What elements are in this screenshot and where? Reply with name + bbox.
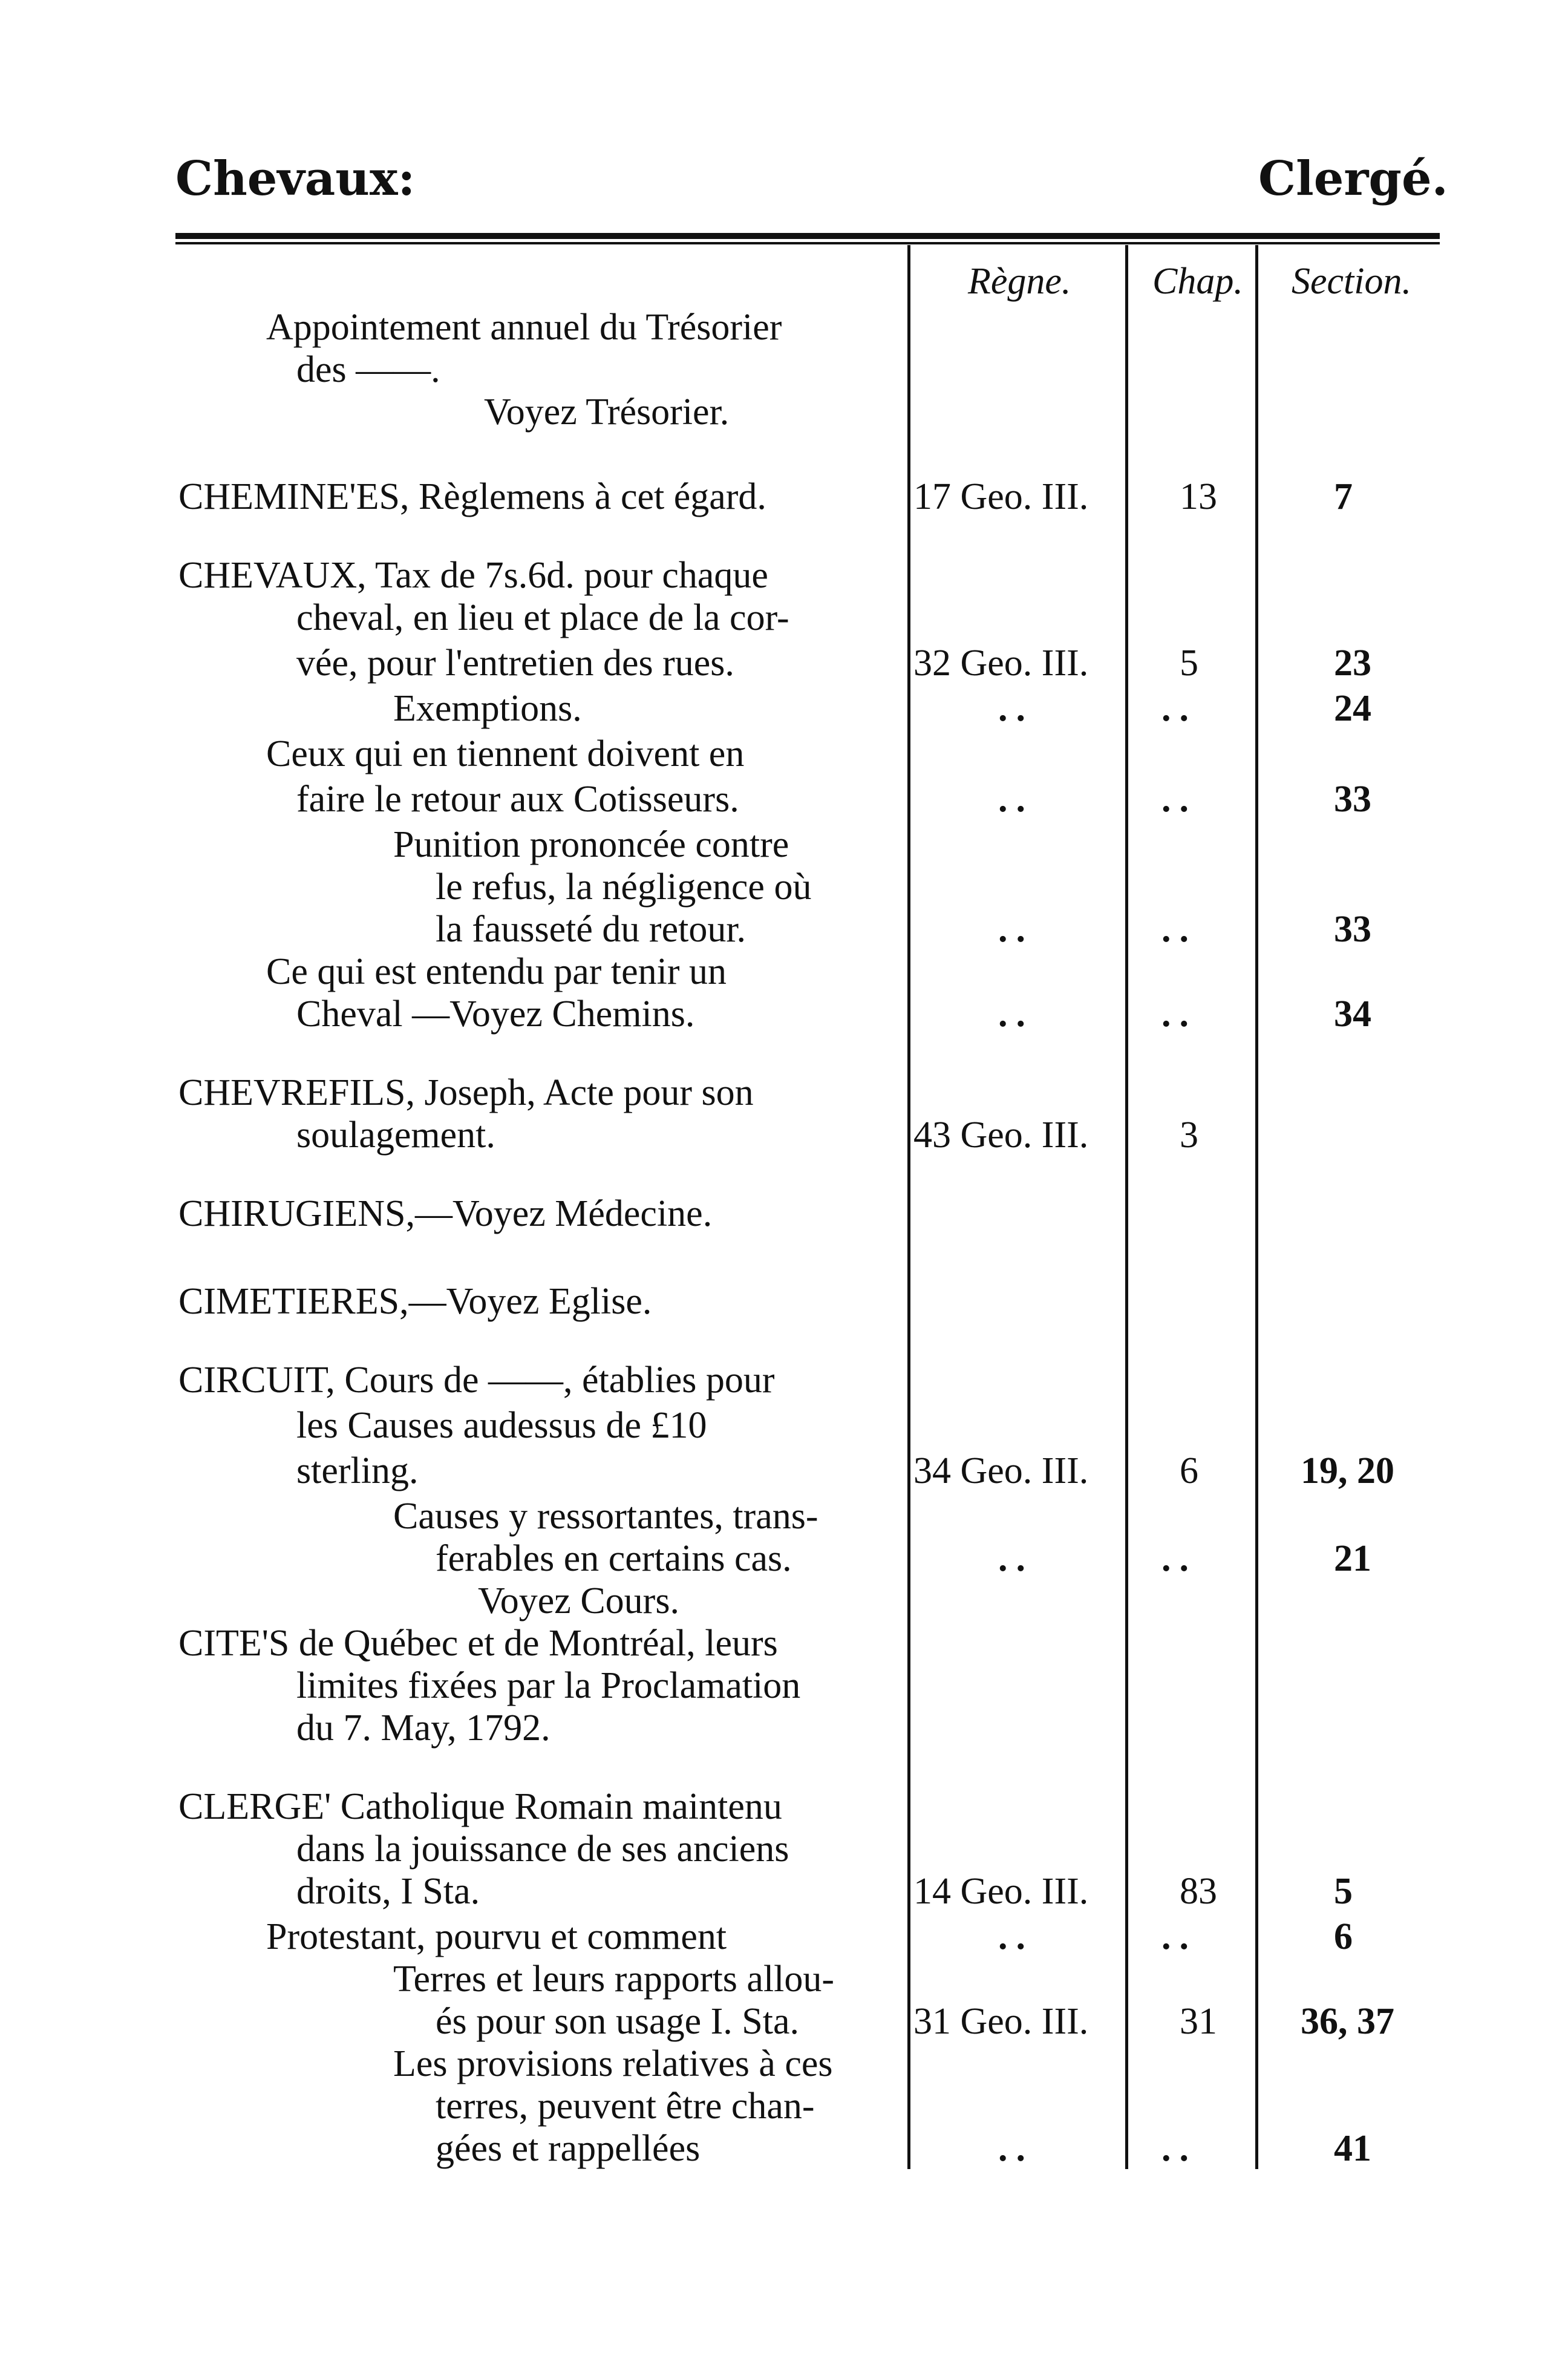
- entry-line: Voyez Cours.: [478, 1580, 679, 1622]
- entry-line: limites fixées par la Proclamation: [296, 1665, 801, 1706]
- entry-line: Causes y ressortantes, trans-: [393, 1496, 818, 1537]
- section-cell: 41: [1334, 2128, 1371, 2169]
- column-header-chap: Chap.: [1152, 261, 1243, 302]
- entry-line: Terres et leurs rapports allou-: [393, 1959, 835, 2000]
- entry-line: faire le retour aux Cotisseurs.: [296, 779, 739, 820]
- column-divider-chap: [1125, 245, 1128, 2169]
- running-head-left: Chevaux:: [175, 151, 416, 206]
- section-cell: 7: [1334, 476, 1353, 517]
- regne-cell: 32 Geo. III.: [913, 643, 1089, 684]
- section-cell: 33: [1334, 909, 1371, 950]
- regne-cell: ..: [998, 688, 1034, 729]
- column-header-regne: Règne.: [968, 261, 1071, 302]
- entry-line: és pour son usage I. Sta.: [436, 2001, 799, 2042]
- entry-line: Les provisions relatives à ces: [393, 2043, 833, 2084]
- chap-cell: ..: [1161, 1916, 1197, 1957]
- section-cell: 21: [1334, 1538, 1371, 1579]
- entry-line: Ceux qui en tiennent doivent en: [266, 733, 745, 774]
- chap-cell: 31: [1180, 2001, 1217, 2042]
- entry-line: CHEVAUX, Tax de 7s.6d. pour chaque: [178, 555, 768, 596]
- entry-line: Protestant, pourvu et comment: [266, 1916, 727, 1957]
- regne-cell: ..: [998, 2128, 1034, 2169]
- regne-cell: ..: [998, 993, 1034, 1035]
- entry-line: sterling.: [296, 1450, 419, 1491]
- chap-cell: 5: [1180, 643, 1198, 684]
- entry-line: cheval, en lieu et place de la cor-: [296, 597, 789, 638]
- column-divider-section: [1255, 245, 1258, 2169]
- header-rule-thin: [175, 242, 1440, 244]
- entry-line: dans la jouissance de ses anciens: [296, 1828, 789, 1870]
- entry-line: gées et rappellées: [436, 2128, 701, 2169]
- regne-cell: 43 Geo. III.: [913, 1114, 1089, 1156]
- section-cell: 6: [1334, 1916, 1353, 1957]
- chap-cell: ..: [1161, 993, 1197, 1035]
- regne-cell: ..: [998, 1916, 1034, 1957]
- column-divider-regne: [907, 245, 910, 2169]
- section-cell: 24: [1334, 688, 1371, 729]
- regne-cell: ..: [998, 779, 1034, 820]
- chap-cell: ..: [1161, 779, 1197, 820]
- regne-cell: 14 Geo. III.: [913, 1871, 1089, 1912]
- chap-cell: ..: [1161, 909, 1197, 950]
- entry-line: terres, peuvent être chan-: [436, 2086, 815, 2127]
- entry-line: CIMETIERES,—Voyez Eglise.: [178, 1281, 652, 1322]
- entry-line: CLERGE' Catholique Romain maintenu: [178, 1786, 782, 1827]
- entry-line: CHEMINE'ES, Règlemens à cet égard.: [178, 476, 766, 517]
- chap-cell: 6: [1180, 1450, 1198, 1491]
- regne-cell: ..: [998, 1538, 1034, 1579]
- header-rule-thick: [175, 233, 1440, 239]
- entry-line: CHEVREFILS, Joseph, Acte pour son: [178, 1072, 754, 1113]
- entry-line: droits, I Sta.: [296, 1871, 480, 1912]
- entry-line: Voyez Trésorier.: [484, 391, 730, 433]
- regne-cell: 31 Geo. III.: [913, 2001, 1089, 2042]
- entry-line: Appointement annuel du Trésorier: [266, 307, 782, 348]
- running-head-right: Clergé.: [1258, 151, 1448, 206]
- column-header-section: Section.: [1292, 261, 1411, 302]
- entry-line: soulagement.: [296, 1114, 495, 1156]
- entry-line: du 7. May, 1792.: [296, 1707, 550, 1749]
- chap-cell: ..: [1161, 1538, 1197, 1579]
- section-cell: 34: [1334, 993, 1371, 1035]
- entry-line: la fausseté du retour.: [436, 909, 746, 950]
- entry-line: le refus, la négligence où: [436, 866, 812, 908]
- entry-line: CHIRUGIENS,—Voyez Médecine.: [178, 1193, 713, 1234]
- entry-line: vée, pour l'entretien des rues.: [296, 643, 734, 684]
- regne-cell: ..: [998, 909, 1034, 950]
- entry-line: les Causes audessus de £10: [296, 1405, 707, 1446]
- section-cell: 33: [1334, 779, 1371, 820]
- section-cell: 36, 37: [1301, 2001, 1394, 2042]
- entry-line: des ——.: [296, 349, 440, 390]
- entry-line: CIRCUIT, Cours de ——, établies pour: [178, 1360, 775, 1401]
- section-cell: 5: [1334, 1871, 1353, 1912]
- chap-cell: 13: [1180, 476, 1217, 517]
- chap-cell: ..: [1161, 2128, 1197, 2169]
- entry-line: CITE'S de Québec et de Montréal, leurs: [178, 1623, 778, 1664]
- regne-cell: 17 Geo. III.: [913, 476, 1089, 517]
- entry-line: Cheval —Voyez Chemins.: [296, 993, 695, 1035]
- section-cell: 19, 20: [1301, 1450, 1394, 1491]
- section-cell: 23: [1334, 643, 1371, 684]
- regne-cell: 34 Geo. III.: [913, 1450, 1089, 1491]
- chap-cell: 83: [1180, 1871, 1217, 1912]
- chap-cell: ..: [1161, 688, 1197, 729]
- chap-cell: 3: [1180, 1114, 1198, 1156]
- entry-line: ferables en certains cas.: [436, 1538, 792, 1579]
- entry-line: Exemptions.: [393, 688, 582, 729]
- entry-line: Punition prononcée contre: [393, 824, 789, 865]
- entry-line: Ce qui est entendu par tenir un: [266, 951, 727, 992]
